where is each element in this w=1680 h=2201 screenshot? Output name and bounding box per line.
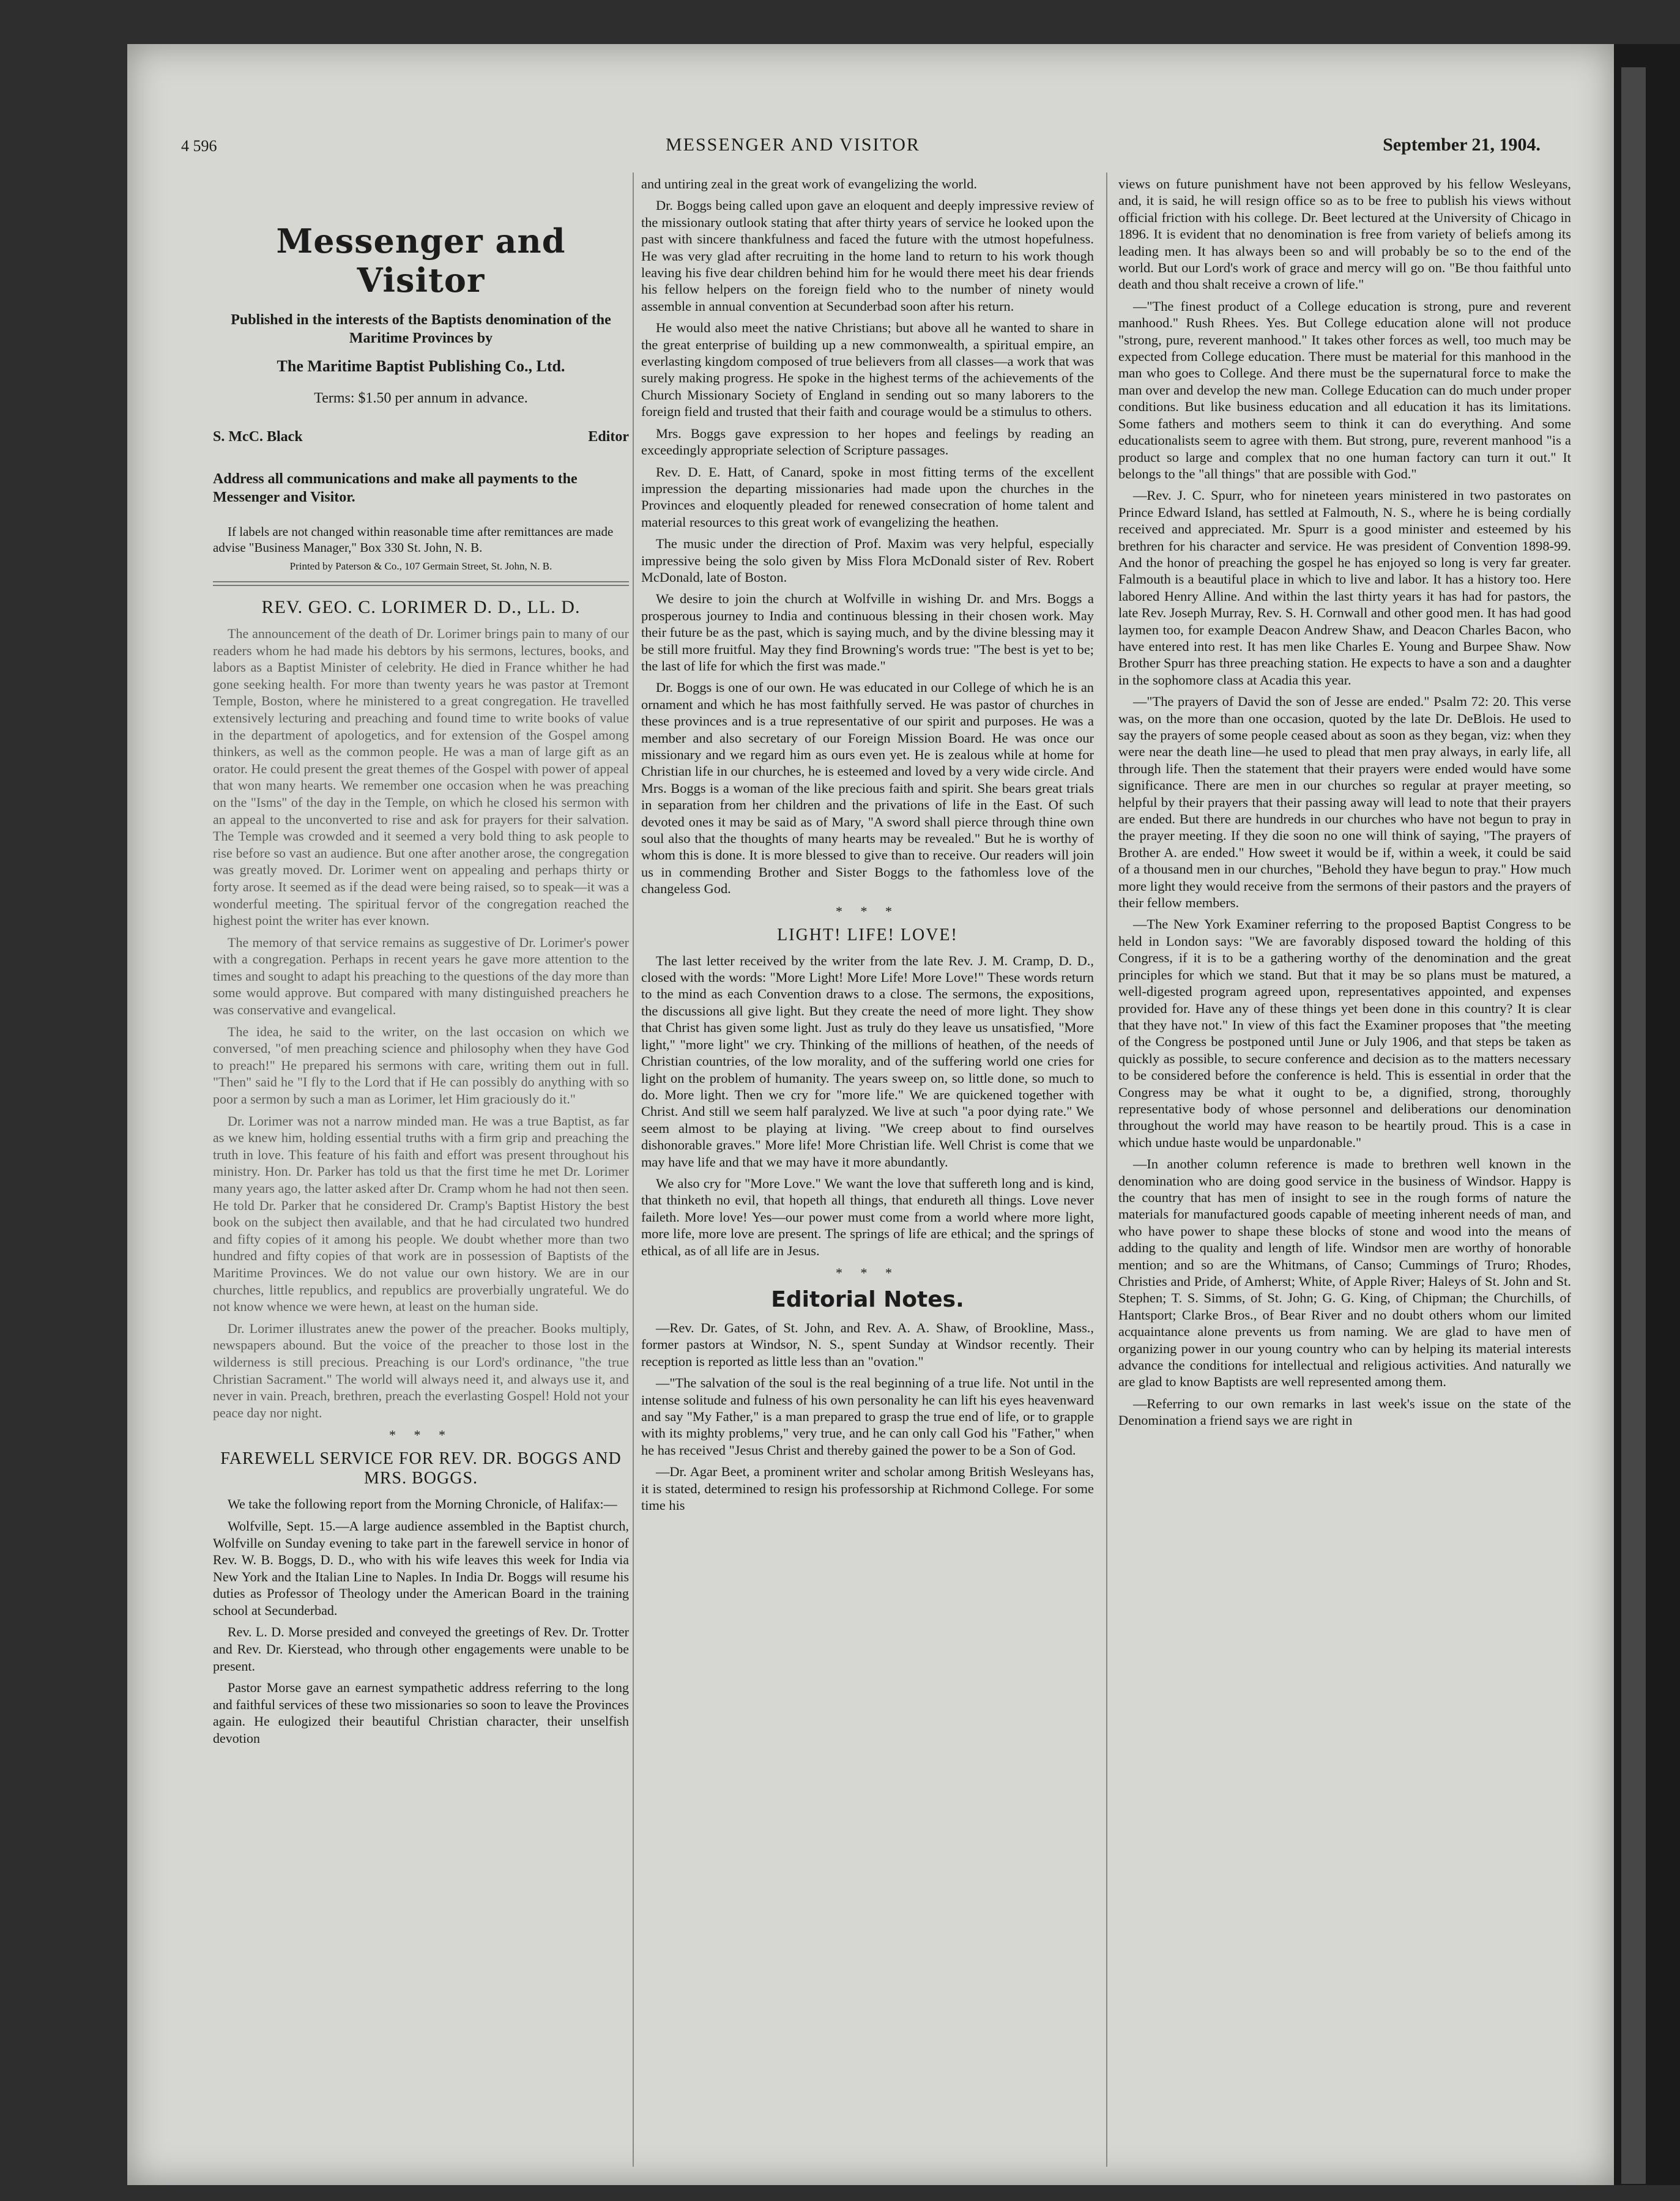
section-separator: * * * bbox=[836, 1264, 899, 1280]
column-3 bbox=[1118, 176, 1571, 2121]
editor-row bbox=[213, 429, 629, 445]
light-heading: LIGHT! LIFE! LOVE! bbox=[777, 925, 958, 945]
labels-note: If labels are not changed within reasonable time after remittances are made advise "Business Manager," Box 330 St. John, N. B. bbox=[213, 524, 614, 555]
farewell-paragraph: Pastor Morse gave an earnest sympathetic address referring to the long and faithful services of these two missionaries so soon to leave the Provinces again. He eulogized their beautiful Christian character, their unselfish devotion bbox=[213, 1680, 629, 1746]
notes-paragraph: —"The salvation of the soul is the real beginning of a true life. Not until in the intense solitude and fulness of his own personality he can lift his eyes heavenward and say "My Father," is a man prepared to grasp the true end of life, or to grapple with its mighty problems," very true, and he can only call God his "Father," when he has received "Jesus Christ and thereby gained the power to be a Son of God. bbox=[641, 1375, 1094, 1458]
notes-paragraph: views on future punishment have not been approved by his fellow Wesleyans, and, it is said, he will resign office so as to be free to publish his views without official friction with his college. Dr. Beet lectured at the University of Chicago in 1896. It is evident that no denomination is free from variety of beliefs among its leading men. It has always been so and will probably be so to the end of the world. But our Lord's work of grace and mercy will go on. "Be thou faithful unto death and thou shalt receive a crown of life." bbox=[1118, 176, 1571, 292]
notes-paragraph: —The New York Examiner referring to the proposed Baptist Congress to be held in London says: "We are favorably disposed toward the holding of this Congress, if it is to be a gathering worthy of the denomination and the great principles for which we stand. But that it may be so plans must be matured, a well-digested program agreed upon, representatives appointed, and expenses provided for. Have any of these things yet been done in this country? It is clear that they have not." In view of this fact the Examiner proposes that "the meeting of the Congress be postponed until June or July 1906, and that steps be taken as quickly as possible, to secure conference and decision as to the matters necessary to be considered before the conference is held. This is essential in order that the Congress may be what it ought to be, a dignified, strong, thoroughly representative body of whose personnel and deliberations our denomination throughout the world may have reason to be heartily proud. This is a case in which undue haste would be unpardonable." bbox=[1118, 916, 1571, 1150]
column-2 bbox=[641, 176, 1094, 2121]
running-head bbox=[127, 130, 1614, 166]
light-paragraph: We also cry for "More Love." We want the love that suffereth long and is kind, that thinketh no evil, that hopeth all things, that endureth all things. Love never faileth. More love! Yes—our power must come from a world where more light, more life, more love are present. The springs of life are ethical; and the springs of ethical, as of all life are in Jesus. bbox=[641, 1175, 1094, 1258]
farewell-paragraph: Dr. Boggs is one of our own. He was educated in our College of which he is an ornament and which he has most faithfully served. He was pastor of churches in these provinces and is a true representative of our spirit and purposes. He was a member and also secretary of our Foreign Mission Board. He was once our missionary and we regard him as ours even yet. He is zealous while at home for Christian life in our churches, he is esteemed and loved by a very wide circle. And Mrs. Boggs is a woman of the like precious faith and spirit. She bears great trials in separation from her children and the privations of life in the East. Of such devoted ones it may be said as of Mary, "A sword shall pierce through thine own soul also that the thoughts of many hearts may be revealed." But he is worthy of whom this is done. It is more blessed to give than to receive. Our readers will join us in commending Brother and Sister Boggs to the fathomless love of the changeless God. bbox=[641, 680, 1094, 897]
notes-paragraph: —Referring to our own remarks in last week's issue on the state of the Denomination a friend says we are right in bbox=[1118, 1395, 1571, 1428]
notes-paragraph: —Rev. Dr. Gates, of St. John, and Rev. A. A. Shaw, of Brookline, Mass., former pastors at Windsor, N. S., spent Sunday at Windsor recently. Their reception is reported as little less than an "ovation." bbox=[641, 1319, 1094, 1369]
section-separator: * * * bbox=[836, 903, 899, 919]
farewell-paragraph: and untiring zeal in the great work of evangelizing the world. bbox=[641, 176, 978, 191]
notes-article bbox=[641, 1319, 1094, 1513]
issue-date: September 21, 1904. bbox=[1383, 135, 1541, 155]
masthead-publisher: The Maritime Baptist Publishing Co., Ltd. bbox=[277, 357, 565, 375]
notes-paragraph: —Dr. Agar Beet, a prominent writer and scholar among British Wesleyans has, it is stated, determined to resign his professorship at Richmond College. For some time his bbox=[641, 1464, 1094, 1513]
notes-paragraph: —In another column reference is made to brethren well known in the denomination who are doing good service in the business of Windsor. Happy is the country that has men of insight to see in the rough forms of nature the materials for manufactured goods capable of meeting inherent needs of man, and who have power to shape these blocks of stone and wood into the means of adding to the quality and length of life. Windsor men are worthy of honorable mention; and so are the Whitmans, of Canso; Cummings of Truro; Rhodes, Christies and Pride, of Amherst; White, of Apple River; Haleys of St. John and St. Stephen; T. S. Simms, of St. John; G. G. King, of Chipman; the Churchills, of Hantsport; Clarke Bros., of Bear River and no doubt others whom our limited acquaintance alone prevents us from naming. We are glad to have men of organizing power in our young country who can by helping its material interests advance the conditions for intellectual and religious activities. And naturally we are glad to know Baptists are well represented among them. bbox=[1118, 1156, 1571, 1390]
adjacent-page-edge bbox=[1621, 67, 1646, 2184]
editor-name: S. McC. Black bbox=[213, 429, 303, 445]
farewell-paragraph: Dr. Boggs being called upon gave an eloquent and deeply impressive review of the missionary outlook stating that after thirty years of service he looked upon the past with sincere thankfulness and faced the future with the utmost hopefulness. He was very glad after recruiting in the home land to return to his work though leaving his five dear children behind him for he would there meet his dear friends his fellow helpers on the foreign field who to the number of ninety would assemble in annual convention at Secunderbad soon after his return. bbox=[641, 198, 1094, 314]
lorimer-paragraph: The idea, he said to the writer, on the last occasion on which we conversed, "of men preaching science and philosophy when they have God to preach!" He prepared his sermons with care, writing them out in full. "Then" said he "I fly to the Lord that if He can possibly do anything with so poor a sermon by such a man as Lorimer, let Him graciously do it." bbox=[213, 1023, 629, 1107]
notes-heading: Editorial Notes. bbox=[771, 1286, 964, 1312]
farewell-paragraph: We desire to join the church at Wolfville in wishing Dr. and Mrs. Boggs a prosperous journey to India and continuous blessing in their chosen work. May their future be as the past, which is saying much, and by the divine blessing may it be still more fruitful. May they find Browning's words true: "The best is yet to be; the last of life for which the first was made." bbox=[641, 591, 1094, 674]
lorimer-article bbox=[213, 625, 629, 1421]
lorimer-paragraph: Dr. Lorimer illustrates anew the power of the preacher. Books multiply, newspapers abound. But the voice of the preacher to those lost in the wilderness is still precious. Preaching is our Lord's ordinance, "the true Christian Sacrament." The world will always need it, and always use it, and never in vain. Preach, brethren, preach the everlasting Gospel! Hold not your peace day nor night. bbox=[213, 1320, 629, 1420]
farewell-paragraph: Mrs. Boggs gave expression to her hopes and feelings by reading an exceedingly appropriate selection of Scripture passages. bbox=[641, 425, 1094, 458]
column-1 bbox=[213, 221, 629, 2167]
notes-paragraph: —Rev. J. C. Spurr, who for nineteen years ministered in two pastorates on Prince Edward Island, has settled at Falmouth, N. S., where he is being cordially received and appreciated. Mr. Spurr is a good minister and esteemed by his brethren for his character and service. He was president of Convention 1898-99. And the honor of preaching the gospel he has enjoyed so long is very far greater. Falmouth is a beautiful place in which to live and labor. It has a history too. Here labored Henry Alline. And within the last thirty years it has had for pastors, the late Rev. Joseph Murray, Rev. S. H. Cornwall and other good men. It has had good laymen too, for example Deacon Andrew Shaw, and Deacon Charles Bacon, who have entered into rest. It has men like Charles E. Young and Burpee Shaw. Now Brother Spurr has three preaching station. He expects to have a son and a daughter in the sophomore class at Acadia this year. bbox=[1118, 488, 1571, 688]
farewell-heading: FAREWELL SERVICE FOR REV. DR. BOGGS AND MRS. BOGGS. bbox=[220, 1449, 622, 1488]
masthead-divider bbox=[213, 581, 629, 586]
masthead-address: Address all communications and make all payments to the Messenger and Visitor. bbox=[213, 471, 578, 505]
paper-title: MESSENGER AND VISITOR bbox=[666, 135, 920, 155]
lorimer-paragraph: Dr. Lorimer was not a narrow minded man. He was a true Baptist, as far as we knew him, holding essential truths with a firm grip and preaching the truth in love. This feature of his faith and effort was present throughout his ministry. Hon. Dr. Parker has told us that the first time he met Dr. Lorimer many years ago, the latter asked after Dr. Cramp whom he had not then seen. He told Dr. Parker that he considered Dr. Cramp's Baptist History the best book on the subject then available, and that he had circulated two hundred and fifty copies of it among his people. We doubt whether more than two hundred and fifty copies of that work are in possession of Baptists of the Maritime Provinces. We do not value our own history. We are in our churches, little republics, and republics are proverbially ungrateful. We do not know whence we were hewn, at least on the human side. bbox=[213, 1113, 629, 1315]
farewell-paragraph: Rev. D. E. Hatt, of Canard, spoke in most fitting terms of the excellent impression the departing missionaries had made upon the churches in the Provinces and eloquently pleaded for renewed consecration of home talent and material resources to this great work of evangelizing the heathen. bbox=[641, 464, 1094, 530]
lorimer-paragraph: The announcement of the death of Dr. Lorimer brings pain to many of our readers whom he had made his debtors by his sermons, lectures, books, and labors as a Baptist Minister of celebrity. He died in France whither he had gone seeking health. For more than twenty years he was pastor at Tremont Temple, Boston, where he ministered to a great congregation. He travelled extensively lecturing and preaching and found time to write books of value in the department of apologetics, and for extension of the Gospel among thinkers, as well as the common people. He was a man of large gift as an orator. He could present the great themes of the Gospel with power of appeal that won many hearts. We remember one occasion when he was preaching on the "Isms" of the day in the Temple, on which he closed his sermon with an appeal to the unconverted to rise and ask for prayers for their salvation. The Temple was crowded and it seemed a very bold thing to ask people to rise before so vast an audience. But one after another arose, the congregation was greatly moved. Dr. Lorimer went on appealing and perhaps thirty or forty arose. It seemed as if the dead were being raised, so to speak—it was a wonderful meeting. The spiritual fervor of the congregation reached the highest point the writer has ever known. bbox=[213, 626, 629, 929]
lorimer-paragraph: The memory of that service remains as suggestive of Dr. Lorimer's power with a congregation. Perhaps in recent years he gave more attention to the times and sought to adapt his preaching to the questions of the day more than some would approve. But compared with many distinguished preachers he was conservative and evangelical. bbox=[213, 934, 629, 1018]
page-number: 4 596 bbox=[181, 137, 217, 155]
farewell-paragraph: The music under the direction of Prof. Maxim was very helpful, especially impressive being the solo given by Miss Flora McDonald sister of Rev. Robert McDonald, late of Boston. bbox=[641, 536, 1094, 585]
light-article bbox=[641, 952, 1094, 1259]
section-separator: * * * bbox=[389, 1427, 453, 1443]
farewell-paragraph: Wolfville, Sept. 15.—A large audience assembled in the Baptist church, Wolfville on Sunday evening to take part in the farewell service in honor of Rev. W. B. Boggs, D. D., who with his wife leaves this week for India via New York and the Italian Line to Naples. In India Dr. Boggs will resume his duties as Professor of Theology under the American Board in the training school at Secunderbad. bbox=[213, 1518, 629, 1618]
farewell-continued bbox=[641, 176, 1094, 897]
printed-by: Printed by Paterson & Co., 107 Germain Street, St. John, N. B. bbox=[289, 560, 552, 572]
newspaper-page bbox=[127, 44, 1614, 2185]
lorimer-heading: REV. GEO. C. LORIMER D. D., LL. D. bbox=[261, 597, 581, 617]
light-paragraph: The last letter received by the writer from the late Rev. J. M. Cramp, D. D., closed with the words: "More Light! More Life! More Love!" These words return to the mind as each Convention draws to a close. The sermons, the expositions, the discussions all give light. But they create the need of more light. They show that Christ has given some light. Just as truly do they leave us unsatisfied, "More light," "more light" we cry. Thinking of the millions of heathen, of the needs of Christian countries, of the low morality, and of the suffering world one cries for light on the problem of humanity. The years sweep on, so little done, so much to do. More light. Then we cry for "more life." We are quickened together with Christ. And still we seem half paralyzed. We live at such "a poor dying rate." We seem almost to be playing at living. "We creep about to find ourselves dishonorable graves." More life! More Christian life. Well Christ is come that we may have life and that we may have it more abundantly. bbox=[641, 952, 1094, 1170]
farewell-paragraph: Rev. L. D. Morse presided and conveyed the greetings of Rev. Dr. Trotter and Rev. Dr. Kierstead, who through other engagements were unable to be present. bbox=[213, 1624, 629, 1674]
column-rule-1 bbox=[633, 173, 634, 2167]
notes-paragraph: —"The finest product of a College education is strong, pure and reverent manhood." Rush Rhees. Yes. But College education alone will not produce "strong, pure, reverent manhood." It takes other forces as well, too much may be expected from College education. There must be material for this manhood in the man who goes to College. And there must be the supernatural force to make the man over and develop the new man. College Education can do much under proper conditions. But like business education and all education it has its limitations. Some fathers and mothers seem to think it can do everything. And some educationalists seem to agree with them. But strong, pure, reverent manhood "is a product so large and complex that no one human factory can turn it out." It belongs to the "all things" that are possible with God." bbox=[1118, 298, 1571, 481]
masthead-terms: Terms: $1.50 per annum in advance. bbox=[314, 390, 528, 406]
notes-paragraph: —"The prayers of David the son of Jesse are ended." Psalm 72: 20. This verse was, on the more than one occasion, quoted by the late Dr. DeBlois. He used to say the prayers of some people ceased about as soon as they began, viz: when they were near the death line—he used to plead that men pray always, in early life, all through life. Then the statement that their prayers were ended would have some significance. There are men in our churches so regular at prayer meeting, so helpful by their prayers that their passing away will lead to note that their prayers are ended. But there are hundreds in our churches who have not begun to pray in the prayer meeting. If they die soon no one will think of saying, "The prayers of Brother A. are ended." How sweet it would be if, within a week, it could be said of a thousand men in our churches, "Behold they have begun to pray." How much more light they would receive from the sermons of their pastors and the prayers of their fellow members. bbox=[1118, 694, 1571, 911]
farewell-paragraph: He would also meet the native Christians; but above all he wanted to share in the great enterprise of building up a new commonwealth, a spiritual empire, an everlasting kingdom composed of true believers from all classes—a work that was surely making progress. He spoke in the highest terms of the achievements of the Church Missionary Society of England in sending out so many laborers to the foreign field and trusted that their faith and courage would be a stimulus to others. bbox=[641, 320, 1094, 420]
farewell-article bbox=[213, 1496, 629, 1746]
editor-label: Editor bbox=[588, 429, 629, 445]
masthead-subtitle: Published in the interests of the Baptists denomination of the Maritime Provinces by bbox=[231, 312, 611, 346]
column-rule-2 bbox=[1106, 173, 1107, 2167]
notes-continued bbox=[1118, 176, 1571, 1429]
farewell-paragraph: We take the following report from the Morning Chronicle, of Halifax:— bbox=[228, 1496, 617, 1512]
masthead-title: Messenger and Visitor bbox=[276, 221, 566, 300]
